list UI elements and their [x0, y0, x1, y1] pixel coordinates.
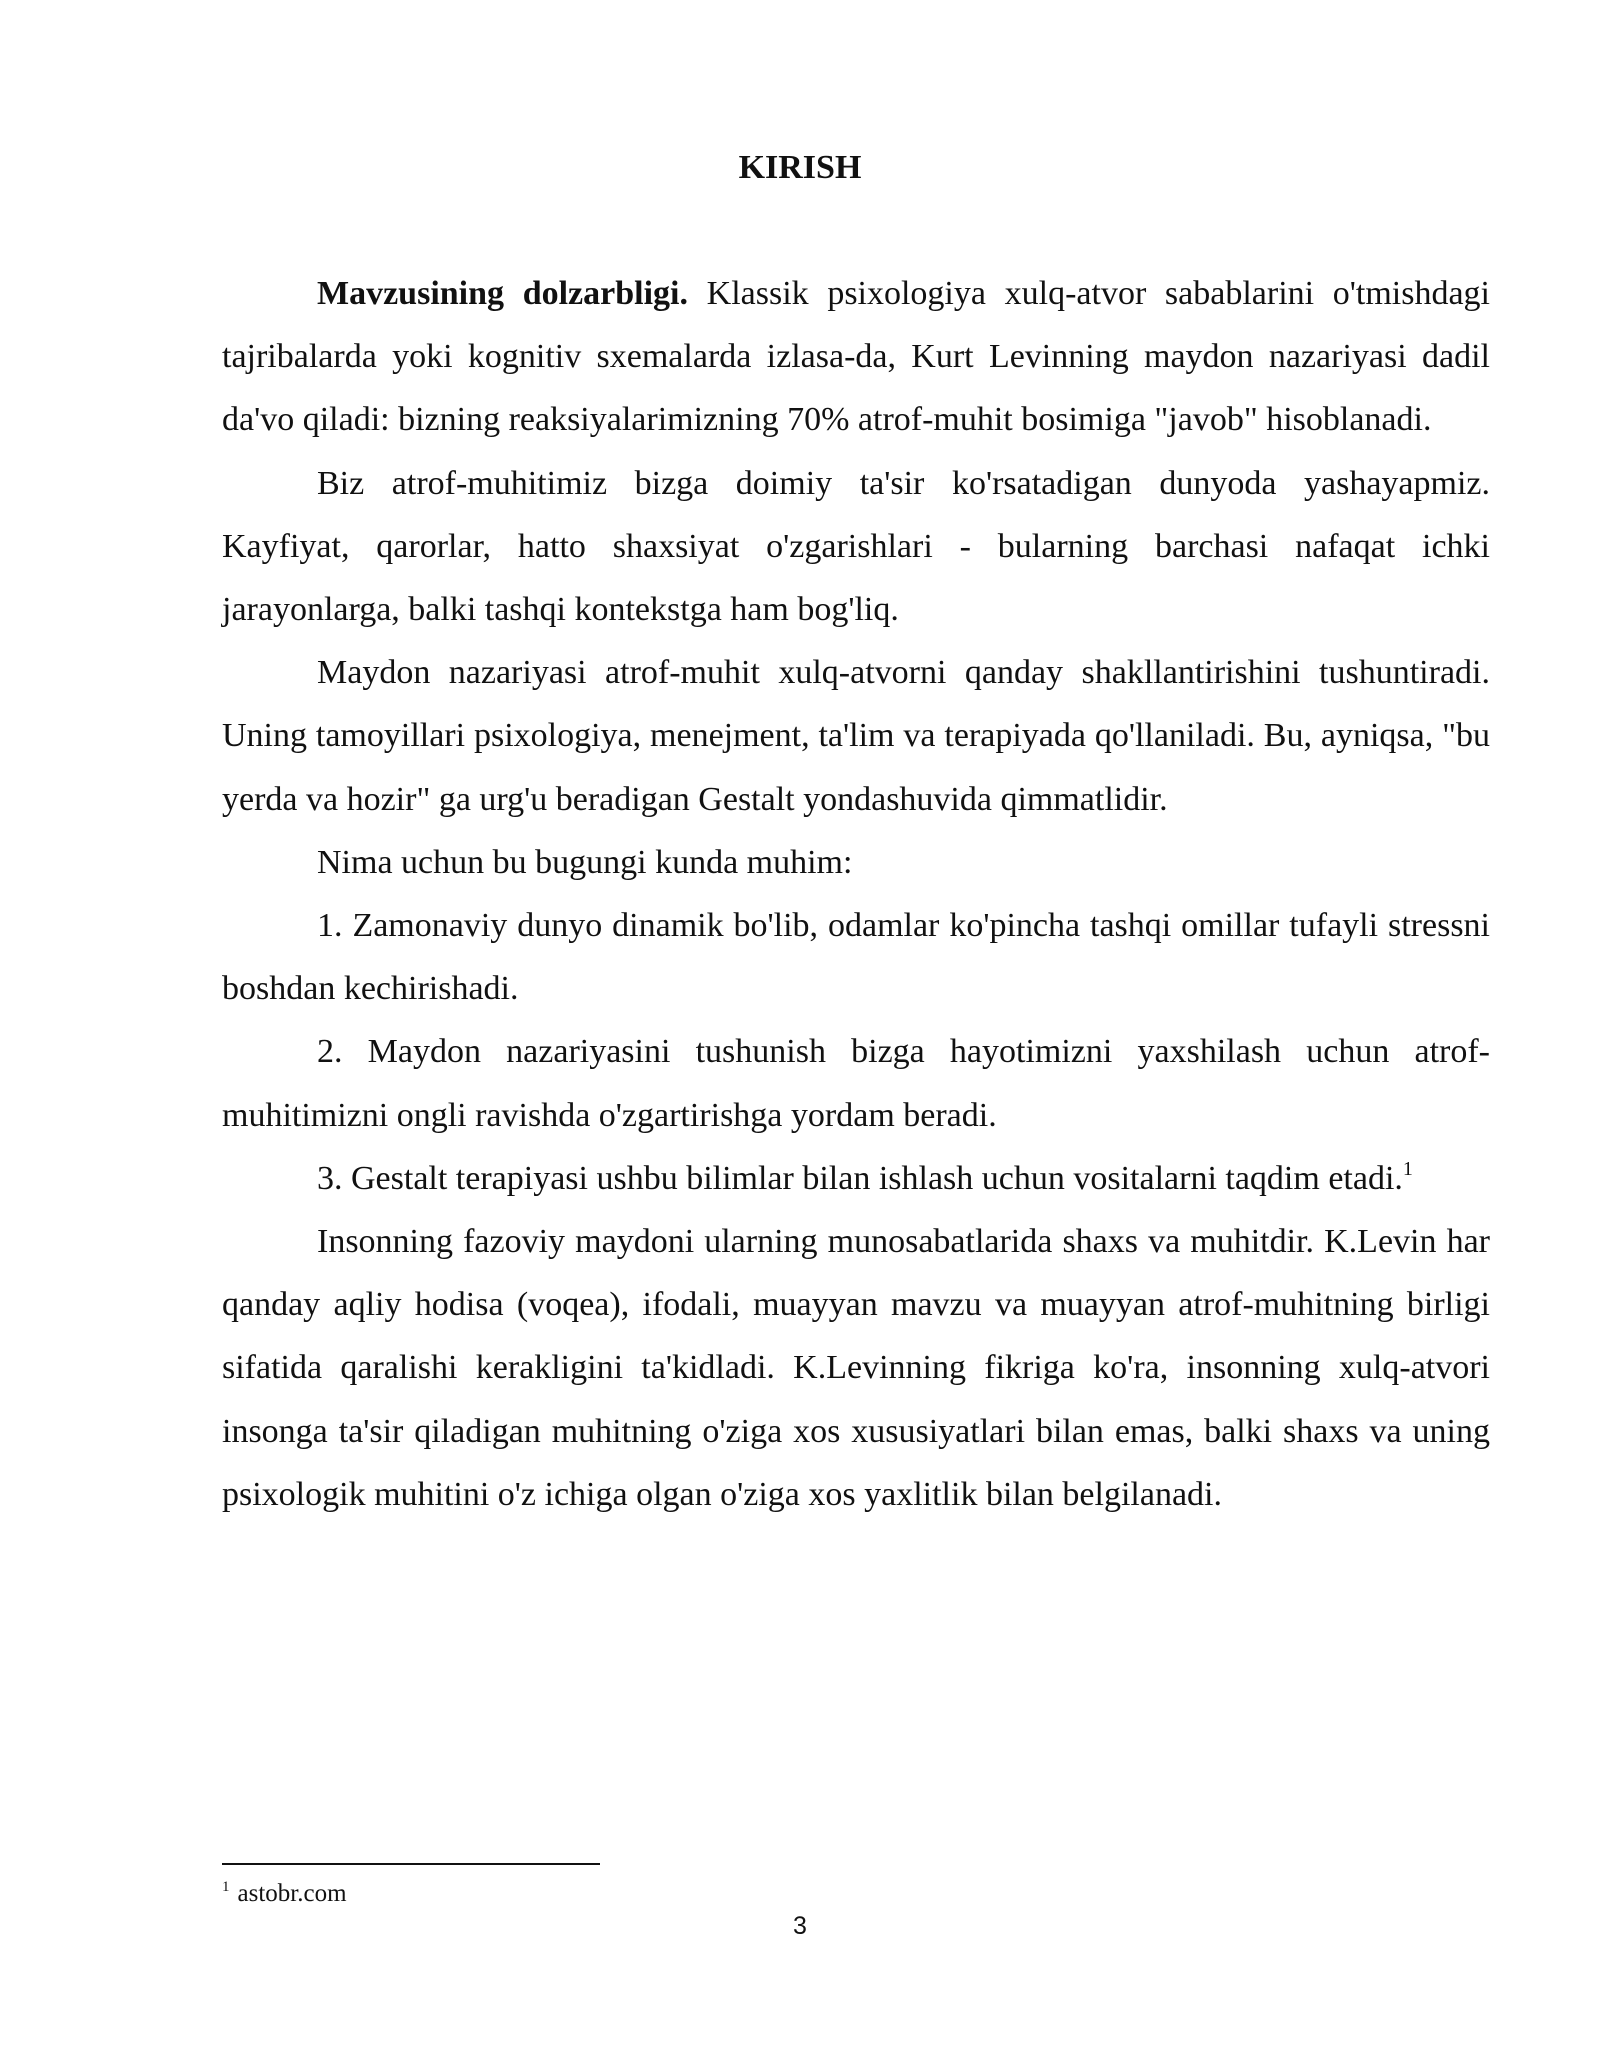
paragraph: Insonning fazoviy maydoni ularning munosabatlarida shaxs va muhitdir. K.Levin har qanday aqliy hodisa (voqea), ifodali, muayyan mavzu va muayyan atrof-muhitning birligi sifatida qaralishi kerakligini ta'kidladi. K.Levinning fikriga ko'ra, insonning xulq-atvori insonga ta'sir qiladigan muhitning o'ziga xos xususiyatlari bilan emas, balki shaxs va uning psixologik muhitini o'z ichiga olgan o'ziga xos yaxlitlik bilan belgilanadi. — [222, 1223, 1490, 1513]
list-item: 2. Maydon nazariyasini tushunish bizga hayotimizni yaxshilash uchun atrof-muhitimizni ongli ravishda o'zgartirishga yordam beradi. — [222, 1033, 1490, 1134]
page-number: 3 — [793, 1912, 807, 1940]
footnote-mark: 1 — [222, 1879, 230, 1895]
paragraph-lead: Mavzusining dolzarbligi. — [317, 275, 688, 312]
page-title: KIRISH — [738, 149, 862, 186]
paragraph: Biz atrof-muhitimiz bizga doimiy ta'sir ko'rsatadigan dunyoda yashayapmiz. Kayfiyat, qarorlar, hatto shaxsiyat o'zgarishlari - bularning barchasi nafaqat ichki jarayonlarga, balki tashqi kontekstga ham bog'liq. — [222, 464, 1490, 629]
list-item: 1. Zamonaviy dunyo dinamik bo'lib, odamlar ko'pincha tashqi omillar tufayli stressni boshdan kechirishadi. — [222, 907, 1490, 1008]
footnote-separator — [222, 1863, 600, 1865]
body-text — [222, 262, 1490, 1526]
footnote-text: astobr.com — [237, 1880, 347, 1907]
paragraph: Nima uchun bu bugungi kunda muhim: — [317, 843, 853, 881]
list-item — [222, 1147, 1490, 1210]
footnote — [222, 1878, 347, 1910]
list-item-text: 3. Gestalt terapiyasi ushbu bilimlar bilan ishlash uchun vositalarni taqdim etadi. — [317, 1159, 1403, 1197]
footnote-reference[interactable]: 1 — [1402, 1157, 1413, 1180]
paragraph-text: Klassik psixologiya xulq-atvor sabablarini o'tmishdagi tajribalarda yoki kognitiv sxemalarda izlasa-da, Kurt Levinning maydon nazariyasi dadil da'vo qiladi: bizning reaksiyalarimizning 70% atrof-muhit bosimiga "javob" hisoblanadi. — [222, 275, 1490, 439]
paragraph-relevance — [222, 262, 1490, 452]
paragraph: Maydon nazariyasi atrof-muhit xulq-atvorni qanday shakllantirishini tushuntiradi. Uning tamoyillari psixologiya, menejment, ta'lim va terapiyada qo'llaniladi. Bu, ayniqsa, "bu yerda va hozir" ga urg'u beradigan Gestalt yondashuvida qimmatlidir. — [222, 654, 1490, 818]
